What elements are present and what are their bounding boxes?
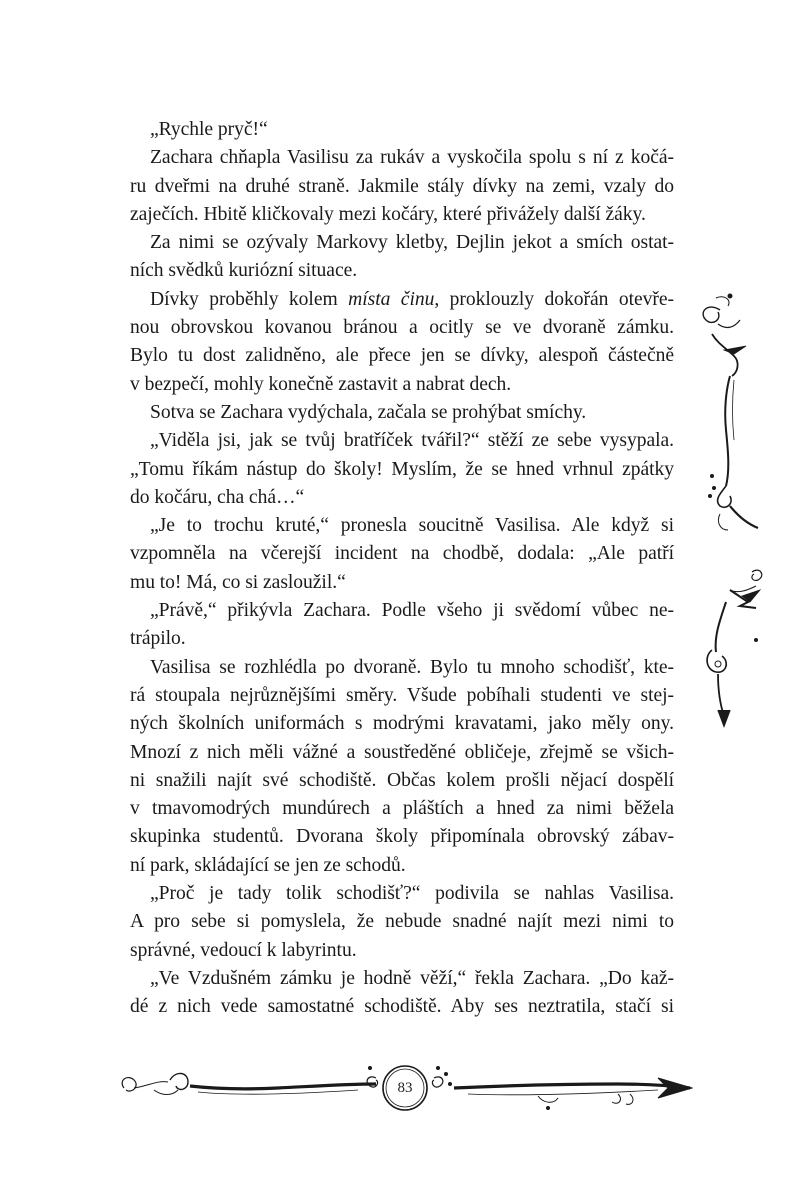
text-line — [130, 569, 674, 597]
text-line-content: „Proč je tady tolik schodišť?“ podivila se nahlas Vasilisa. — [150, 883, 674, 905]
text-line — [130, 908, 674, 936]
text-line — [130, 767, 674, 795]
text-line-content: „Tomu říkám nástup do školy! Myslím, že se hned vrhnul zpátky — [130, 458, 674, 480]
text-line-content: „Je to trochu kruté,“ pronesla soucitně Vasilisa. Ale když si — [150, 515, 674, 537]
text-line-content: Bylo tu dost zalidněno, ale přece jen se dívky, alespoň částečně — [130, 345, 674, 367]
text-line — [130, 739, 674, 767]
text-line — [130, 654, 674, 682]
text-line-content: , proklouzly dokořán otevře- — [434, 288, 674, 310]
text-line — [130, 116, 674, 144]
text-line — [130, 937, 674, 965]
text-line-content: „Viděla jsi, jak se tvůj bratříček tvářil?“ stěží ze sebe vysypala. — [150, 430, 674, 452]
text-line-content: Za nimi se ozývaly Markovy kletby, Dejlin jekot a smích ostat- — [150, 232, 674, 254]
text-line — [130, 427, 674, 455]
text-line-content: Sotva se Zachara vydýchala, začala se prohýbat smíchy. — [150, 401, 587, 423]
text-line — [130, 229, 674, 257]
text-line-content: dé z nich vede samostatné schodiště. Aby ses neztratila, stačí si — [130, 996, 674, 1018]
text-line-content: Dívky proběhly kolem — [150, 288, 349, 310]
text-line — [130, 257, 674, 285]
text-line — [130, 597, 674, 625]
text-line-content: „Ve Vzdušném zámku je hodně věží,“ řekla Zachara. „Do kaž- — [150, 967, 674, 989]
text-line — [130, 399, 674, 427]
text-line — [130, 286, 674, 314]
text-line-content: v bezpečí, mohly konečně zastavit a nabrat dech. — [130, 373, 512, 395]
text-line-content: Mnozí z nich měli vážné a soustředěné obličeje, zřejmě se všich- — [130, 741, 674, 763]
text-line — [130, 625, 674, 653]
text-line-content: zaječích. Hbitě kličkovaly mezi kočáry, které přivážely další žáky. — [130, 203, 646, 225]
text-line-content: ných školních uniformách s modrými kravatami, jako měly ony. — [130, 713, 674, 735]
text-line-content: nou obrovskou kovanou bránou a ocitly se ve dvoraně zámku. — [130, 317, 674, 339]
text-line-content: ních svědků kuriózní situace. — [130, 260, 358, 282]
text-line — [130, 456, 674, 484]
text-line — [130, 484, 674, 512]
text-line-content: Zachara chňapla Vasilisu za rukáv a vyskočila spolu s ní z kočá- — [150, 147, 674, 169]
text-line — [130, 795, 674, 823]
text-line-content: skupinka studentů. Dvorana školy připomínala obrovský zábav- — [130, 826, 674, 848]
text-line-content: ru dveřmi na druhé straně. Jakmile stály dívky na zemi, vzaly do — [130, 175, 674, 197]
text-line — [130, 342, 674, 370]
text-line — [130, 823, 674, 851]
text-line-content: ni snažili najít své schodiště. Občas kolem prošli nějací dospělí — [130, 769, 674, 791]
text-line — [130, 512, 674, 540]
text-line-content: vzpomněla na včerejší incident na chodbě, dodala: „Ale patří — [130, 543, 674, 565]
text-line-content: rá stoupala nejrůznějšími směry. Všude pobíhali studenti ve stej- — [130, 684, 674, 706]
text-line-content: trápilo. — [130, 628, 186, 650]
text-line — [130, 852, 674, 880]
text-line-content: správné, vedoucí k labyrintu. — [130, 939, 357, 961]
text-line — [130, 173, 674, 201]
text-line — [130, 710, 674, 738]
text-line-content: „Rychle pryč!“ — [150, 119, 268, 140]
emphasized-text: místa činu — [348, 288, 435, 310]
page-number: 83 — [397, 1080, 413, 1096]
text-line-content: Vasilisa se rozhlédla po dvoraně. Bylo tu mnoho schodišť, kte- — [150, 656, 674, 678]
body-text — [130, 116, 674, 1022]
text-line — [130, 540, 674, 568]
text-line-content: A pro sebe si pomyslela, že nebude snadné najít mezi nimi to — [130, 911, 674, 933]
text-line — [130, 993, 674, 1021]
text-line-content: „Právě,“ přikývla Zachara. Podle všeho ji svědomí vůbec ne- — [150, 600, 674, 622]
text-line — [130, 314, 674, 342]
text-line-content: mu to! Má, co si zasloužil.“ — [130, 571, 346, 593]
text-line-content: do kočáru, cha chá…“ — [130, 486, 305, 508]
text-line — [130, 144, 674, 172]
text-line — [130, 682, 674, 710]
text-line-content: v tmavomodrých mundúrech a pláštích a hned za nimi běžela — [130, 798, 674, 820]
text-line — [130, 880, 674, 908]
text-line — [130, 201, 674, 229]
side-flourish-ornament — [690, 290, 782, 740]
text-line — [130, 371, 674, 399]
text-line-content: ní park, skládající se jen ze schodů. — [130, 854, 406, 876]
text-line — [130, 965, 674, 993]
